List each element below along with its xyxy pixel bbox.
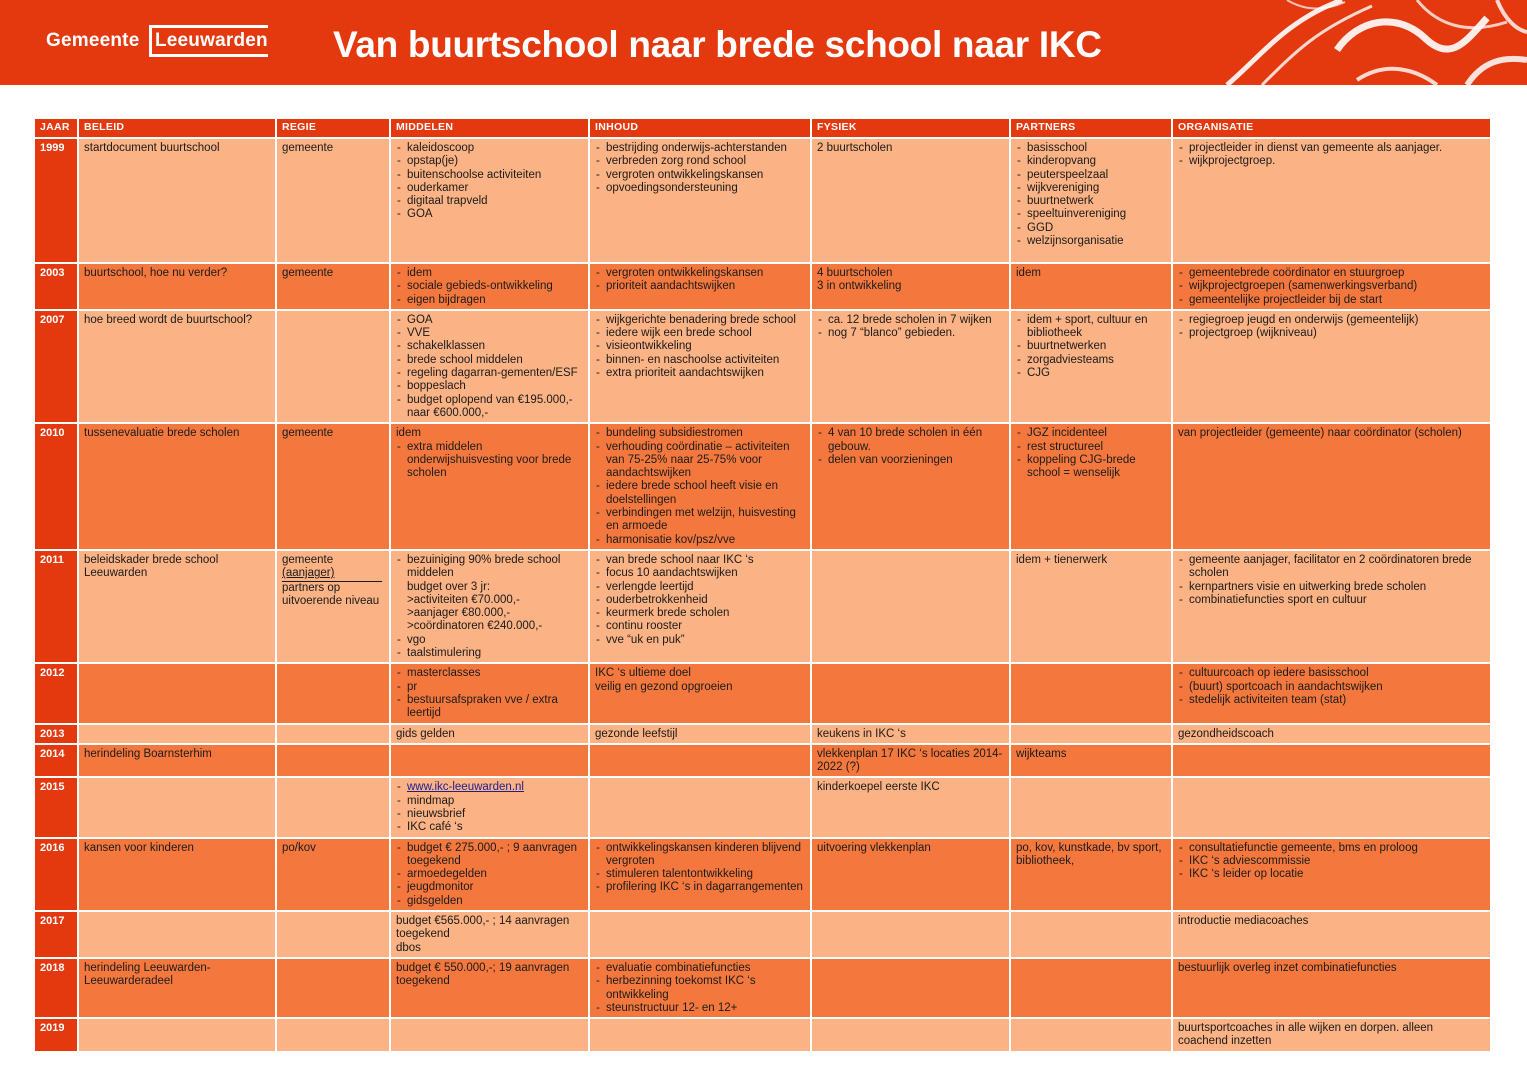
organisatie-cell: buurtsportcoaches in alle wijken en dorpen. alleen coachend inzetten [1172, 1018, 1491, 1052]
regie-cell [276, 550, 390, 663]
inhoud-cell [589, 777, 811, 837]
list-item: - sociale gebieds-ontwikkeling [396, 280, 583, 293]
list-item: - buurtnetwerken [1016, 340, 1166, 353]
list-item: - budget € 275.000,- ; 9 aanvragen toegekend [396, 842, 583, 869]
list-item: - wijkprojectgroep. [1178, 155, 1485, 168]
organisatie-cell [1172, 663, 1491, 723]
list-item: - herbezinning toekomst IKC ‘s ontwikkeling [595, 975, 805, 1002]
text-line: dbos [396, 941, 421, 954]
list-item: - rest structureel [1016, 441, 1166, 454]
list-item: - taalstimulering [396, 647, 583, 660]
beleid-cell: herindeling Leeuwarden-Leeuwarderadeel [78, 958, 276, 1018]
list-item: - digitaal trapveld [396, 195, 583, 208]
beleid-cell [78, 724, 276, 744]
table-row [34, 663, 1491, 723]
organisatie-cell [1172, 838, 1491, 911]
regie-cell [276, 958, 390, 1018]
table-row [34, 724, 1491, 744]
organisatie-cell [1172, 138, 1491, 263]
list-item: - wijkgerichte benadering brede school [595, 314, 805, 327]
table-row [34, 423, 1491, 550]
column-header-regie: REGIE [276, 118, 390, 138]
year-cell: 2016 [34, 838, 78, 911]
list-item: - wijkvereniging [1016, 182, 1166, 195]
list-item: - regeling dagarran-gementen/ESF [396, 367, 583, 380]
list-item: - basisschool [1016, 142, 1166, 155]
beleid-cell: hoe breed wordt de buurtschool? [78, 310, 276, 423]
column-header-middelen: MIDDELEN [390, 118, 589, 138]
middelen-cell [390, 663, 589, 723]
list-item: - koppeling CJG-brede school = wenselijk [1016, 454, 1166, 481]
year-cell: 2013 [34, 724, 78, 744]
list-item: - GOA [396, 314, 583, 327]
fysiek-cell: kinderkoepel eerste IKC [811, 777, 1010, 837]
partners-cell: wijkteams [1010, 744, 1172, 778]
organisatie-cell [1172, 263, 1491, 310]
list-item: - masterclasses [396, 667, 583, 680]
list-item: - opvoedingsondersteuning [595, 182, 805, 195]
list-item: - kinderopvang [1016, 155, 1166, 168]
partners-cell [1010, 958, 1172, 1018]
list-item [396, 781, 583, 794]
beleid-cell [78, 911, 276, 958]
table-row [34, 958, 1491, 1018]
table-row [34, 263, 1491, 310]
fysiek-cell: keukens in IKC ‘s [811, 724, 1010, 744]
list-item: - vve “uk en puk” [595, 634, 805, 647]
text-line: IKC ‘s ultieme doel [595, 667, 691, 680]
organisatie-cell [1172, 550, 1491, 663]
list-item: - nieuwsbrief [396, 808, 583, 821]
year-cell: 2015 [34, 777, 78, 837]
list-item: - zorgadviesteams [1016, 354, 1166, 367]
list-item: - schakelklassen [396, 340, 583, 353]
inhoud-cell [589, 550, 811, 663]
fysiek-cell [811, 911, 1010, 958]
list-item: - boppeslach [396, 380, 583, 393]
year-cell: 2018 [34, 958, 78, 1018]
regie-cell [276, 777, 390, 837]
logo-text-leeuwarden: Leeuwarden [149, 25, 268, 57]
inhoud-cell [589, 263, 811, 310]
organisatie-cell: introductie mediacoaches [1172, 911, 1491, 958]
column-header-inhoud: INHOUD [589, 118, 811, 138]
list-item: - continu rooster [595, 620, 805, 633]
regie-cell: gemeente [276, 263, 390, 310]
table-row [34, 550, 1491, 663]
partners-cell: po, kov, kunstkade, bv sport, bibliotheek, [1010, 838, 1172, 911]
ikc-website-link[interactable]: www.ikc-leeuwarden.nl [407, 781, 524, 794]
middelen-cell: budget € 550.000,-; 19 aanvragen toegekend [390, 958, 589, 1018]
list-item: - peuterspeelzaal [1016, 169, 1166, 182]
fysiek-cell [811, 263, 1010, 310]
list-item: - gemeente aanjager, facilitator en 2 coördinatoren brede scholen [1178, 554, 1485, 581]
year-cell: 2007 [34, 310, 78, 423]
list-item: - extra middelen onderwijshuisvesting voor brede scholen [396, 441, 583, 481]
list-item: - projectleider in dienst van gemeente als aanjager. [1178, 142, 1485, 155]
organisatie-cell [1172, 310, 1491, 423]
inhoud-cell [589, 1018, 811, 1052]
year-cell: 2010 [34, 423, 78, 550]
table-row [34, 838, 1491, 911]
column-header-fysiek: FYSIEK [811, 118, 1010, 138]
list-item: - verbindingen met welzijn, huisvesting en armoede [595, 507, 805, 534]
text-line: idem [396, 427, 421, 440]
list-item: - armoedegelden [396, 868, 583, 881]
list-item: - VVE [396, 327, 583, 340]
list-item: - focus 10 aandachtswijken [595, 567, 805, 580]
list-item: - iedere brede school heeft visie en doelstellingen [595, 480, 805, 507]
partners-cell [1010, 663, 1172, 723]
year-cell: 2019 [34, 1018, 78, 1052]
list-item: - gemeentebrede coördinator en stuurgroep [1178, 267, 1485, 280]
organisatie-cell: gezondheidscoach [1172, 724, 1491, 744]
header-banner [0, 0, 1527, 85]
partners-cell [1010, 777, 1172, 837]
list-item: - IKC ‘s leider op locatie [1178, 868, 1485, 881]
text-line: (aanjager) [282, 567, 382, 581]
list-item: - keurmerk brede scholen [595, 607, 805, 620]
list-item: - regiegroep jeugd en onderwijs (gemeentelijk) [1178, 314, 1485, 327]
partners-cell: idem [1010, 263, 1172, 310]
list-item: - wijkprojectgroepen (samenwerkingsverband) [1178, 280, 1485, 293]
fysiek-cell: vlekkenplan 17 IKC ‘s locaties 2014-2022 (?) [811, 744, 1010, 778]
list-item: - IKC ‘s adviescommissie [1178, 855, 1485, 868]
middelen-cell [390, 744, 589, 778]
list-item: - delen van voorzieningen [817, 454, 1004, 467]
list-item: - pr [396, 681, 583, 694]
beleid-cell: kansen voor kinderen [78, 838, 276, 911]
year-cell: 2014 [34, 744, 78, 778]
table-row [34, 744, 1491, 778]
middelen-cell [390, 838, 589, 911]
regie-cell: gemeente [276, 423, 390, 550]
partners-cell [1010, 310, 1172, 423]
list-item: - iedere wijk een brede school [595, 327, 805, 340]
text-line: gemeente [282, 553, 334, 566]
column-header-beleid: BELEID [78, 118, 276, 138]
regie-cell [276, 911, 390, 958]
list-item: - prioriteit aandachtswijken [595, 280, 805, 293]
logo-text-gemeente: Gemeente [46, 30, 140, 51]
list-item: - GGD [1016, 222, 1166, 235]
regie-cell: po/kov [276, 838, 390, 911]
organisatie-cell [1172, 777, 1491, 837]
inhoud-cell [589, 958, 811, 1018]
inhoud-cell [589, 663, 811, 723]
middelen-cell [390, 550, 589, 663]
list-item: - GOA [396, 208, 583, 221]
list-item: - vgo [396, 634, 583, 647]
list-item: - combinatiefuncties sport en cultuur [1178, 594, 1485, 607]
list-item: - budget oplopend van €195.000,- naar €600.000,- [396, 394, 583, 421]
list-item: - mindmap [396, 795, 583, 808]
inhoud-cell [589, 310, 811, 423]
fysiek-cell [811, 1018, 1010, 1052]
list-item: - bestuursafspraken vve / extra leertijd [396, 694, 583, 721]
table-row [34, 138, 1491, 263]
middelen-cell [390, 310, 589, 423]
regie-cell: gemeente [276, 138, 390, 263]
organisatie-cell [1172, 744, 1491, 778]
year-cell: 2017 [34, 911, 78, 958]
partners-cell [1010, 1018, 1172, 1052]
list-item: - profilering IKC ‘s in dagarrangementen [595, 881, 805, 894]
year-cell: 2011 [34, 550, 78, 663]
list-item: - vergroten ontwikkelingskansen [595, 267, 805, 280]
list-item: - binnen- en naschoolse activiteiten [595, 354, 805, 367]
list-item: - 4 van 10 brede scholen in één gebouw. [817, 427, 1004, 454]
beleid-cell: beleidskader brede school Leeuwarden [78, 550, 276, 663]
middelen-cell [390, 1018, 589, 1052]
gemeente-leeuwarden-logo [46, 30, 268, 57]
list-item: - opstap(je) [396, 155, 583, 168]
list-item: - brede school middelen [396, 354, 583, 367]
list-item: - buurtnetwerk [1016, 195, 1166, 208]
middelen-cell [390, 423, 589, 550]
list-item: - JGZ incidenteel [1016, 427, 1166, 440]
list-item: - buitenschoolse activiteiten [396, 169, 583, 182]
fysiek-cell [811, 310, 1010, 423]
inhoud-cell [589, 838, 811, 911]
middelen-cell [390, 263, 589, 310]
partners-cell [1010, 138, 1172, 263]
table-row [34, 310, 1491, 423]
list-item: - van brede school naar IKC ‘s [595, 554, 805, 567]
list-item: - verlengde leertijd [595, 581, 805, 594]
list-item: - vergroten ontwikkelingskansen [595, 169, 805, 182]
middelen-cell [390, 911, 589, 958]
list-item: - stedelijk activiteiten team (stat) [1178, 694, 1485, 707]
list-item: - kaleidoscoop [396, 142, 583, 155]
list-item: - stimuleren talentontwikkeling [595, 868, 805, 881]
inhoud-cell: gezonde leefstijl [589, 724, 811, 744]
list-item: - (buurt) sportcoach in aandachtswijken [1178, 681, 1485, 694]
list-item: - speeltuinvereniging [1016, 208, 1166, 221]
list-item: - nog 7 “blanco” gebieden. [817, 327, 1004, 340]
page-title: Van buurtschool naar brede school naar IKC [333, 24, 1102, 65]
year-cell: 1999 [34, 138, 78, 263]
list-item: - ca. 12 brede scholen in 7 wijken [817, 314, 1004, 327]
list-item: - gidsgelden [396, 895, 583, 908]
list-item: - steunstructuur 12- en 12+ [595, 1002, 805, 1015]
beleid-cell [78, 663, 276, 723]
beleid-cell: buurtschool, hoe nu verder? [78, 263, 276, 310]
list-item: - harmonisatie kov/psz/vve [595, 534, 805, 547]
partners-cell [1010, 911, 1172, 958]
table-header-row [34, 118, 1491, 138]
text-line: budget €565.000,- ; 14 aanvragen toegekend [396, 915, 570, 941]
list-item: - welzijnsorganisatie [1016, 235, 1166, 248]
partners-cell: idem + tienerwerk [1010, 550, 1172, 663]
organisatie-cell: van projectleider (gemeente) naar coördinator (scholen) [1172, 423, 1491, 550]
regie-cell [276, 663, 390, 723]
text-line: partners op uitvoerende niveau [282, 581, 380, 607]
list-item: - bezuiniging 90% brede school middelen budget over 3 jr: >activiteiten €70.000,- >aanjager €80.000,- >coördinatoren €240.000,- [396, 554, 583, 634]
list-item: - kernpartners visie en uitwerking brede scholen [1178, 581, 1485, 594]
list-item: - verbreden zorg rond school [595, 155, 805, 168]
list-item: - CJG [1016, 367, 1166, 380]
fysiek-cell: 2 buurtscholen [811, 138, 1010, 263]
beleid-cell [78, 777, 276, 837]
decorative-swirl-graphic [1167, 0, 1527, 85]
partners-cell [1010, 724, 1172, 744]
list-item: - gemeentelijke projectleider bij de start [1178, 294, 1485, 307]
fysiek-cell [811, 423, 1010, 550]
regie-cell [276, 724, 390, 744]
middelen-cell [390, 777, 589, 837]
list-item: - ouderbetrokkenheid [595, 594, 805, 607]
regie-cell [276, 1018, 390, 1052]
list-item: - eigen bijdragen [396, 294, 583, 307]
text-line: 3 in ontwikkeling [817, 280, 902, 293]
year-cell: 2012 [34, 663, 78, 723]
table-row [34, 1018, 1491, 1052]
organisatie-cell: bestuurlijk overleg inzet combinatiefuncties [1172, 958, 1491, 1018]
list-item: - ontwikkelingskansen kinderen blijvend vergroten [595, 842, 805, 869]
regie-cell [276, 310, 390, 423]
text-line: veilig en gezond opgroeien [595, 680, 733, 693]
inhoud-cell [589, 423, 811, 550]
list-item: - cultuurcoach op iedere basisschool [1178, 667, 1485, 680]
table-row [34, 911, 1491, 958]
column-header-jaar: JAAR [34, 118, 78, 138]
list-item: - evaluatie combinatiefuncties [595, 962, 805, 975]
fysiek-cell: uitvoering vlekkenplan [811, 838, 1010, 911]
list-item: - visieontwikkeling [595, 340, 805, 353]
timeline-table [33, 117, 1492, 1053]
column-header-partners: PARTNERS [1010, 118, 1172, 138]
middelen-cell [390, 138, 589, 263]
text-line: 4 buurtscholen [817, 267, 893, 279]
list-item: - jeugdmonitor [396, 881, 583, 894]
list-item: - idem + sport, cultuur en bibliotheek [1016, 314, 1166, 341]
list-item: - projectgroep (wijkniveau) [1178, 327, 1485, 340]
middelen-cell: gids gelden [390, 724, 589, 744]
beleid-cell: startdocument buurtschool [78, 138, 276, 263]
regie-cell [276, 744, 390, 778]
fysiek-cell [811, 663, 1010, 723]
fysiek-cell [811, 958, 1010, 1018]
beleid-cell: tussenevaluatie brede scholen [78, 423, 276, 550]
list-item: - extra prioriteit aandachtswijken [595, 367, 805, 380]
partners-cell [1010, 423, 1172, 550]
list-item: - verhouding coördinatie – activiteiten van 75-25% naar 25-75% voor aandachtswijken [595, 441, 805, 481]
list-item: - idem [396, 267, 583, 280]
beleid-cell [78, 1018, 276, 1052]
list-item: - bestrijding onderwijs-achterstanden [595, 142, 805, 155]
column-header-organisatie: ORGANISATIE [1172, 118, 1491, 138]
beleid-cell: herindeling Boarnsterhim [78, 744, 276, 778]
inhoud-cell [589, 744, 811, 778]
list-item: - IKC café ‘s [396, 821, 583, 834]
list-item: - ouderkamer [396, 182, 583, 195]
table-row [34, 777, 1491, 837]
inhoud-cell [589, 138, 811, 263]
year-cell: 2003 [34, 263, 78, 310]
fysiek-cell [811, 550, 1010, 663]
inhoud-cell [589, 911, 811, 958]
list-item: - consultatiefunctie gemeente, bms en proloog [1178, 842, 1485, 855]
list-item: - bundeling subsidiestromen [595, 427, 805, 440]
